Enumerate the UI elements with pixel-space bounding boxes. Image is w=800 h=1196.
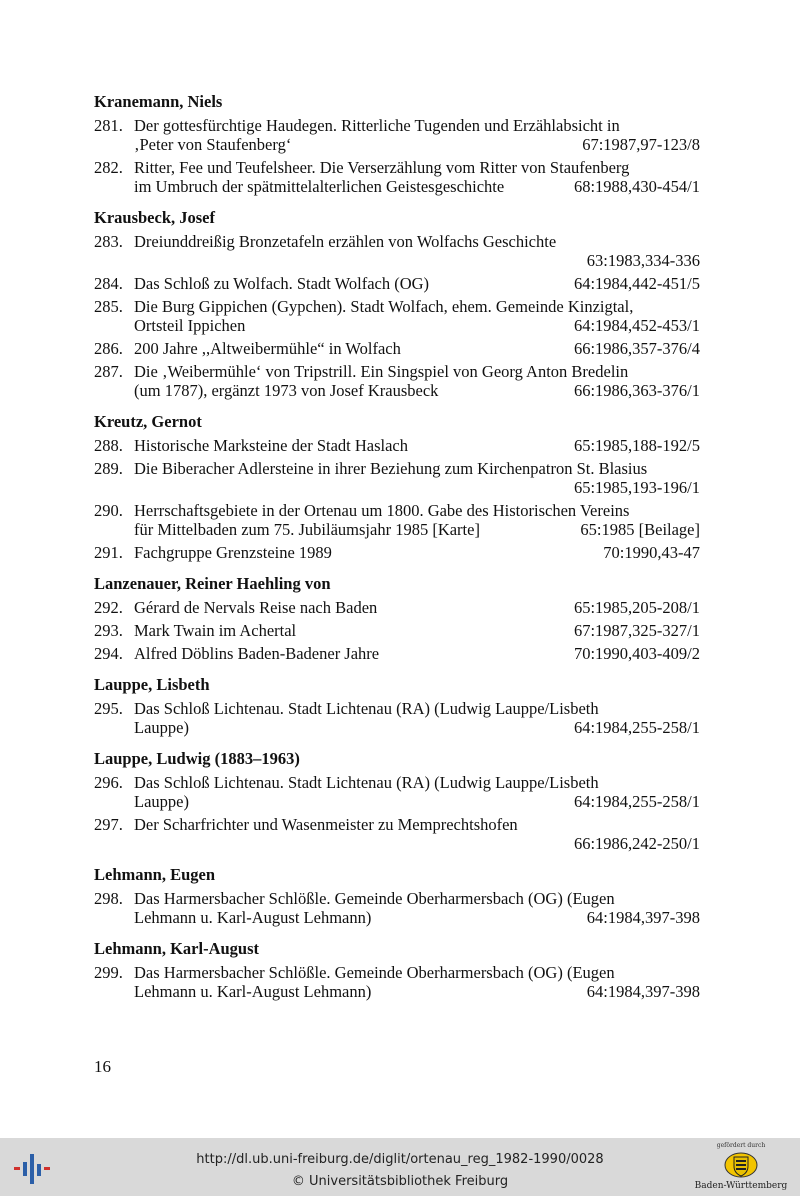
bibliography-entry [94, 362, 700, 400]
entry-title-line: Lauppe) [134, 718, 189, 737]
entry-number: 298. [94, 889, 123, 908]
author-heading: Lehmann, Karl-August [94, 939, 260, 958]
entry-number: 281. [94, 116, 123, 135]
volume-reference: 67:1987,325-327/1 [573, 621, 700, 640]
entry-title-line: Das Schloß Lichtenau. Stadt Lichtenau (RA) (Ludwig Lauppe/Lisbeth [134, 773, 599, 792]
entry-body [134, 699, 700, 737]
volume-reference: 63:1983,334-336 [586, 251, 700, 270]
volume-reference: 65:1985,188-192/5 [573, 436, 700, 455]
entry-title-line: im Umbruch der spätmittelalterlichen Geistesgeschichte [134, 177, 505, 196]
entry-number: 293. [94, 621, 123, 640]
entry-title-line: Dreiunddreißig Bronzetafeln erzählen von Wolfachs Geschichte [134, 232, 557, 251]
volume-reference: 64:1984,255-258/1 [573, 792, 700, 811]
entry-body [134, 232, 700, 270]
entry-body [134, 459, 700, 497]
volume-reference: 70:1990,403-409/2 [573, 644, 700, 663]
author-section [94, 412, 700, 562]
entry-number: 289. [94, 459, 123, 478]
entry-title-line: Lehmann u. Karl-August Lehmann) [134, 908, 372, 927]
volume-reference: 64:1984,397-398 [586, 982, 700, 1001]
bibliography-entry [94, 543, 700, 562]
entry-title-line: 200 Jahre ,,Altweibermühle“ in Wolfach [134, 339, 401, 358]
entry-body [134, 116, 700, 154]
bibliography-entry [94, 339, 700, 358]
entry-title-line: Das Harmersbacher Schlößle. Gemeinde Oberharmersbach (OG) (Eugen [134, 889, 615, 908]
volume-reference: 64:1984,442-451/5 [573, 274, 700, 293]
entry-title-line: Der Scharfrichter und Wasenmeister zu Memprechtshofen [134, 815, 518, 834]
bibliography-entry [94, 699, 700, 737]
bibliography-entry [94, 773, 700, 811]
entry-body [134, 815, 700, 853]
entry-body [134, 621, 700, 640]
bibliography-entry [94, 232, 700, 270]
volume-reference: 64:1984,452-453/1 [573, 316, 700, 335]
entry-title-line: Der gottesfürchtige Haudegen. Ritterliche Tugenden und Erzählabsicht in [134, 116, 620, 135]
entry-number: 282. [94, 158, 123, 177]
volume-reference: 66:1986,363-376/1 [573, 381, 700, 400]
entry-title-line: ‚Peter von Staufenberg‘ [134, 135, 292, 154]
entry-title-line: Lehmann u. Karl-August Lehmann) [134, 982, 372, 1001]
volume-reference: 66:1986,242-250/1 [573, 834, 700, 853]
entry-number: 283. [94, 232, 123, 251]
entry-body [134, 773, 700, 811]
author-section [94, 749, 700, 853]
author-heading: Krausbeck, Josef [94, 208, 215, 227]
coat-of-arms-icon [723, 1151, 759, 1179]
entry-body [134, 644, 700, 663]
volume-reference: 64:1984,397-398 [586, 908, 700, 927]
entry-number: 287. [94, 362, 123, 381]
entry-title-line: Mark Twain im Achertal [134, 621, 297, 640]
volume-reference: 66:1986,357-376/4 [573, 339, 700, 358]
volume-reference: 65:1985 [Beilage] [580, 520, 700, 539]
entry-body [134, 501, 700, 539]
entry-number: 295. [94, 699, 123, 718]
entry-body [134, 889, 700, 927]
bibliography-entry [94, 501, 700, 539]
bibliography-entry [94, 297, 700, 335]
funder-caption: gefördert durch [716, 1142, 766, 1149]
bibliography-entry [94, 815, 700, 853]
entry-title-line: Das Harmersbacher Schlößle. Gemeinde Oberharmersbach (OG) (Eugen [134, 963, 615, 982]
entry-title-line: Ritter, Fee und Teufelsheer. Die Verserzählung vom Ritter von Staufenberg [134, 158, 630, 177]
author-heading: Lauppe, Lisbeth [94, 675, 210, 694]
entry-number: 284. [94, 274, 123, 293]
author-section [94, 208, 700, 400]
funder-name: Baden-Württemberg [694, 1181, 788, 1191]
entry-body [134, 362, 700, 400]
footer-bar [0, 1138, 800, 1196]
entry-title-line: Die Biberacher Adlersteine in ihrer Beziehung zum Kirchenpatron St. Blasius [134, 459, 648, 478]
entry-body [134, 158, 700, 196]
volume-reference: 67:1987,97-123/8 [582, 135, 700, 154]
entry-body [134, 963, 700, 1001]
bibliography-entry [94, 274, 700, 293]
bibliography-entry [94, 158, 700, 196]
author-section [94, 865, 700, 927]
author-heading: Lehmann, Eugen [94, 865, 216, 884]
footer-url-link[interactable]: http://dl.ub.uni-freiburg.de/diglit/ortenau_reg_1982-1990/0028 [196, 1152, 604, 1167]
funder-block [694, 1142, 788, 1191]
entry-number: 299. [94, 963, 123, 982]
author-section [94, 574, 700, 663]
entry-title-line: (um 1787), ergänzt 1973 von Josef Krausbeck [134, 381, 439, 400]
entry-number: 292. [94, 598, 123, 617]
bibliography-entry [94, 644, 700, 663]
volume-reference: 65:1985,193-196/1 [573, 478, 700, 497]
entry-title-line: Herrschaftsgebiete in der Ortenau um 1800. Gabe des Historischen Vereins [134, 501, 630, 520]
bibliography-entry [94, 598, 700, 617]
entry-title-line: Die ‚Weibermühle‘ von Tripstrill. Ein Singspiel von Georg Anton Bredelin [134, 362, 629, 381]
entry-title-line: Die Burg Gippichen (Gypchen). Stadt Wolfach, ehem. Gemeinde Kinzigtal, [134, 297, 634, 316]
author-heading: Kranemann, Niels [94, 92, 223, 111]
author-section [94, 92, 700, 196]
author-heading: Kreutz, Gernot [94, 412, 202, 431]
entry-body [134, 436, 700, 455]
entry-title-line: Lauppe) [134, 792, 189, 811]
footer-copyright: © Universitätsbibliothek Freiburg [291, 1174, 509, 1189]
entry-number: 291. [94, 543, 123, 562]
author-section [94, 675, 700, 737]
bibliography-entry [94, 116, 700, 154]
entry-title-line: Historische Marksteine der Stadt Haslach [134, 436, 409, 455]
author-heading: Lauppe, Ludwig (1883–1963) [94, 749, 300, 768]
entry-body [134, 274, 700, 293]
volume-reference: 68:1988,430-454/1 [573, 177, 700, 196]
bibliography-entry [94, 621, 700, 640]
entry-number: 294. [94, 644, 123, 663]
bibliography-entry [94, 436, 700, 455]
volume-reference: 65:1985,205-208/1 [573, 598, 700, 617]
entry-title-line: Alfred Döblins Baden-Badener Jahre [134, 644, 380, 663]
volume-reference: 70:1990,43-47 [603, 543, 700, 562]
entry-body [134, 339, 700, 358]
entry-body [134, 598, 700, 617]
entry-number: 286. [94, 339, 123, 358]
entry-number: 297. [94, 815, 123, 834]
entry-number: 288. [94, 436, 123, 455]
entry-title-line: Gérard de Nervals Reise nach Baden [134, 598, 378, 617]
bibliography-entry [94, 963, 700, 1001]
entry-number: 290. [94, 501, 123, 520]
entry-body [134, 543, 700, 562]
author-heading: Lanzenauer, Reiner Haehling von [94, 574, 331, 593]
page-number: 16 [94, 1057, 111, 1076]
entry-title-line: Das Schloß zu Wolfach. Stadt Wolfach (OG) [134, 274, 430, 293]
entry-title-line: Fachgruppe Grenzsteine 1989 [134, 543, 332, 562]
entry-number: 285. [94, 297, 123, 316]
entry-number: 296. [94, 773, 123, 792]
entry-title-line: für Mittelbaden zum 75. Jubiläumsjahr 1985 [Karte] [134, 520, 480, 539]
entry-title-line: Ortsteil Ippichen [134, 316, 246, 335]
volume-reference: 64:1984,255-258/1 [573, 718, 700, 737]
author-section [94, 939, 700, 1001]
bibliography-entry [94, 889, 700, 927]
bibliography-entry [94, 459, 700, 497]
bibliography-page [94, 92, 700, 1013]
entry-body [134, 297, 700, 335]
entry-title-line: Das Schloß Lichtenau. Stadt Lichtenau (RA) (Ludwig Lauppe/Lisbeth [134, 699, 599, 718]
